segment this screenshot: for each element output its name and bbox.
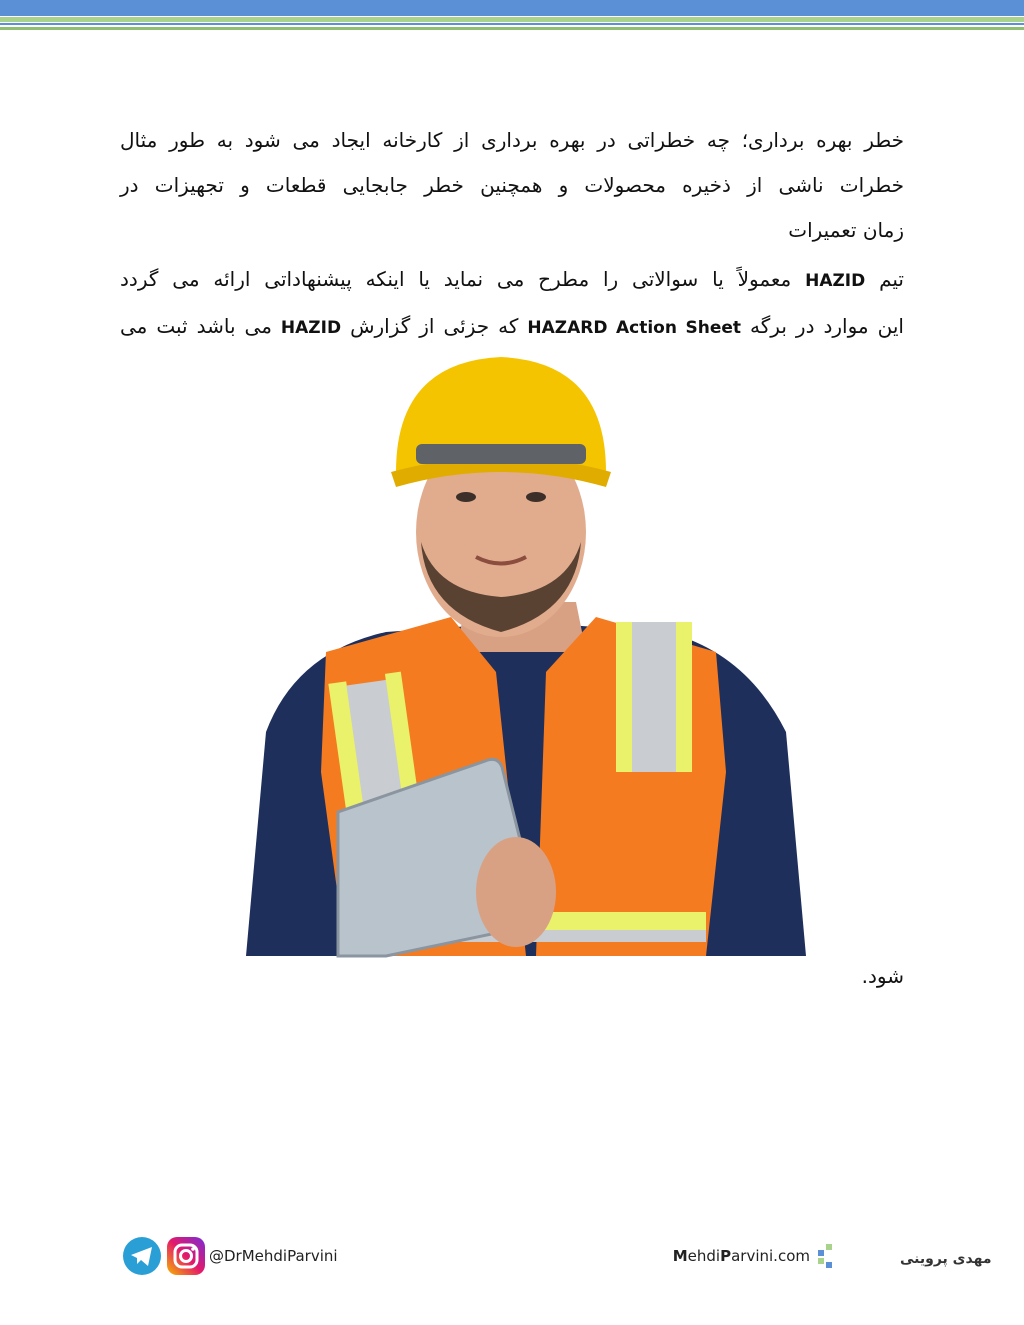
vest-strip	[632, 622, 676, 772]
article-body	[120, 118, 904, 351]
worker-eye	[526, 492, 546, 502]
site-url[interactable]	[673, 1247, 810, 1265]
text-segment: می باشد ثبت می	[120, 314, 281, 338]
site-url-part: arvini.com	[731, 1247, 810, 1265]
header-bar-blue	[0, 0, 1024, 16]
footer-social	[122, 1236, 338, 1276]
social-handle[interactable]: @DrMehdiParvini	[209, 1247, 338, 1265]
footer-branding	[672, 1236, 992, 1276]
text-segment: تیم	[865, 267, 904, 291]
text-line: خطر بهره برداری؛ چه خطراتی در بهره برداری از کارخانه ایجاد می شود به طور مثال	[120, 128, 904, 152]
worker-hand	[476, 837, 556, 947]
term-hazid: HAZID	[280, 318, 342, 338]
text-line: خطرات ناشی از ذخیره محصولات و همچنین خطر جابجایی قطعات و تجهیزات در	[120, 173, 904, 197]
vest-strip	[616, 622, 632, 772]
hard-hat-band	[416, 444, 586, 464]
site-url-part: ehdi	[687, 1247, 721, 1265]
site-url-part: P	[720, 1247, 732, 1265]
paragraph-hazid-team	[120, 257, 904, 351]
text-line: زمان تعمیرات	[788, 218, 904, 242]
header-bar-blue-thin	[0, 23, 1024, 25]
site-url-part: M	[672, 1247, 688, 1265]
term-hazard-action-sheet: HAZARD Action Sheet	[527, 318, 742, 338]
page-header-bars	[0, 0, 1024, 34]
text-line	[120, 257, 904, 304]
text-line	[120, 304, 904, 351]
telegram-icon[interactable]	[122, 1236, 162, 1276]
brand-logo-text: مهدی پروینی	[900, 1251, 992, 1267]
header-bar-green	[0, 17, 1024, 22]
vest-strip	[676, 622, 692, 772]
text-segment: که جزئی از گزارش	[341, 314, 528, 338]
instagram-icon[interactable]	[166, 1236, 206, 1276]
text-segment: معمولاً یا سوالاتی را مطرح می نماید یا اینکه پیشنهاداتی ارائه می گردد	[120, 267, 806, 291]
paragraph-tail: شود.	[861, 964, 904, 988]
paragraph-hazard-operation	[120, 118, 904, 253]
worker-eye	[456, 492, 476, 502]
worker-photo	[226, 352, 822, 956]
header-bar-green-thin	[0, 27, 1024, 30]
term-hazid: HAZID	[805, 271, 866, 291]
text-segment: این موارد در برگه	[741, 314, 904, 338]
brand-logo	[816, 1236, 992, 1276]
